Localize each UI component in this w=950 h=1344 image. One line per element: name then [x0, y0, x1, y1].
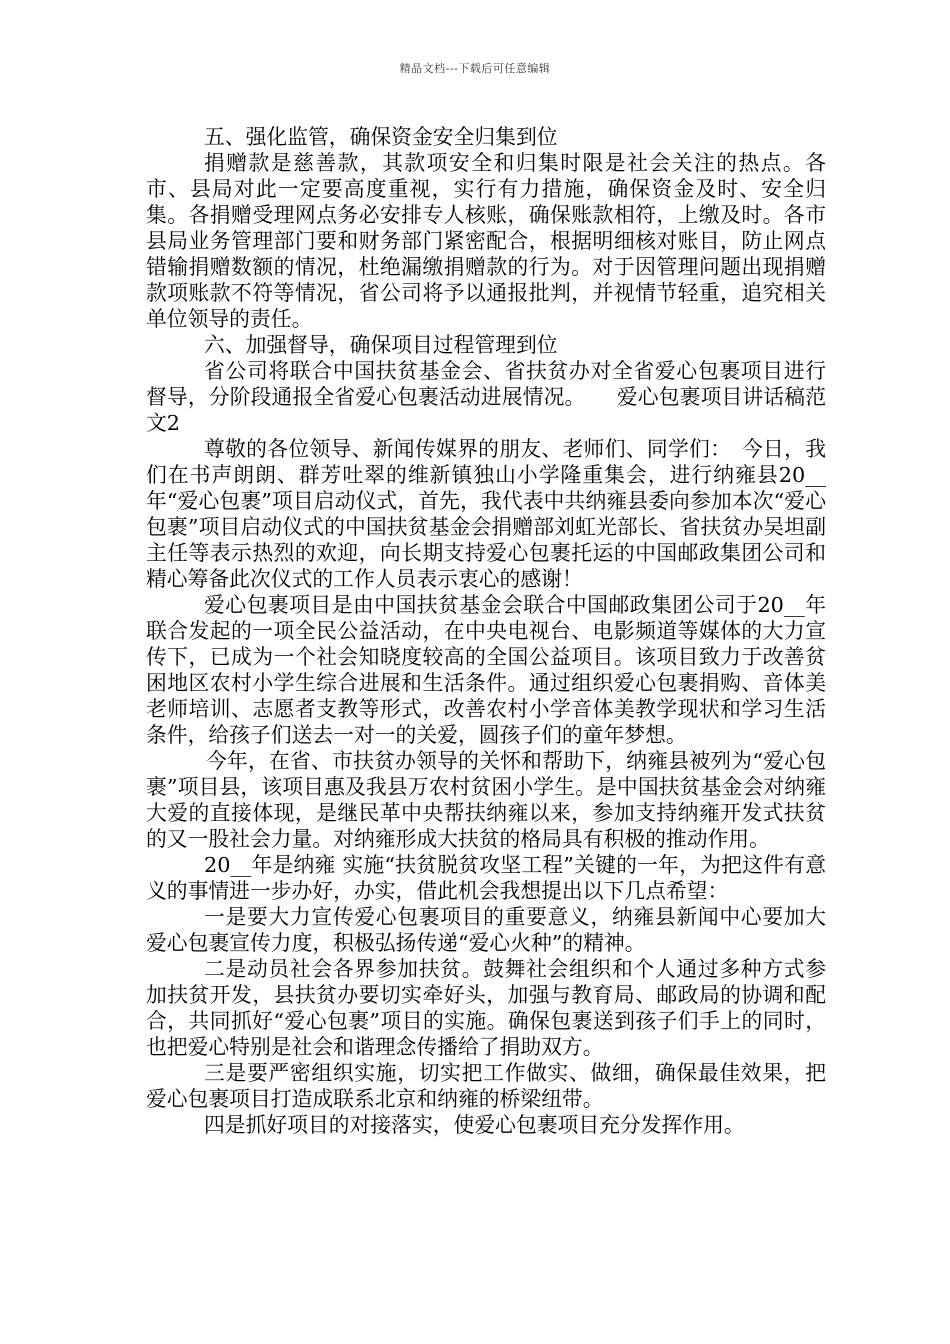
paragraph: 二是动员社会各界参加扶贫。鼓舞社会组织和个人通过多种方式参加扶贫开发，县扶贫办要切实牵好头，加强与教育局、邮政局的协调和配合，共同抓好“爱心包裹”项目的实施。确保包裹送到孩子们手上的同时，也把爱心特别是社会和谐理念传播给了捐助双方。 [146, 957, 826, 1059]
paragraph: 爱心包裹项目是由中国扶贫基金会联合中国邮政集团公司于20__年联合发起的一项全民公益活动，在中央电视台、电影频道等媒体的大力宣传下，已成为一个社会知晓度较高的全国公益项目。该项目致力于改善贫困地区农村小学生综合进展和生活条件。通过组织爱心包裹捐购、音体美老师培训、志愿者支教等形式，改善农村小学音体美教学现状和学习生活条件，给孩子们送去一对一的关爱，圆孩子们的童年梦想。 [146, 593, 826, 747]
page-header: 精品文档---下载后可任意编辑 [399, 62, 551, 75]
section-heading-5: 五、强化监管，确保资金安全归集到位 [204, 125, 558, 149]
section-heading-6: 六、加强督导，确保项目过程管理到位 [204, 333, 558, 357]
paragraph: 一是要大力宣传爱心包裹项目的重要意义，纳雍县新闻中心要加大爱心包裹宣传力度，积极弘扬传递“爱心火种”的精神。 [146, 905, 826, 955]
paragraph: 省公司将联合中国扶贫基金会、省扶贫办对全省爱心包裹项目进行督导，分阶段通报全省爱心包裹活动进展情况。 爱心包裹项目讲话稿范文2 [146, 359, 826, 435]
paragraph: 捐赠款是慈善款，其款项安全和归集时限是社会关注的热点。各市、县局对此一定要高度重视，实行有力措施，确保资金及时、安全归集。各捐赠受理网点务必安排专人核账，确保账款相符，上缴及时。各市县局业务管理部门要和财务部门紧密配合，根据明细核对账目，防止网点错输捐赠数额的情况，杜绝漏缴捐赠款的行为。对于因管理问题出现捐赠款项账款不符等情况，省公司将予以通报批判，并视情节轻重，追究相关单位领导的责任。 [146, 151, 826, 331]
paragraph: 20__年是纳雍 实施“扶贫脱贫攻坚工程”关键的一年，为把这件有意义的事情进一步办好，办实，借此机会我想提出以下几点希望： [146, 853, 826, 903]
paragraph: 三是要严密组织实施，切实把工作做实、做细，确保最佳效果，把爱心包裹项目打造成联系北京和纳雍的桥梁纽带。 [146, 1061, 826, 1111]
document-body [146, 124, 826, 1138]
paragraph: 尊敬的各位领导、新闻传媒界的朋友、老师们、同学们： 今日，我们在书声朗朗、群芳吐翠的维新镇独山小学隆重集会，进行纳雍县20__年“爱心包裹”项目启动仪式，首先，我代表中共纳雍县委向参加本次“爱心包裹”项目启动仪式的中国扶贫基金会捐赠部刘虹光部长、省扶贫办吴坦副主任等表示热烈的欢迎，向长期支持爱心包裹托运的中国邮政集团公司和精心筹备此次仪式的工作人员表示衷心的感谢！ [146, 437, 826, 591]
paragraph: 今年，在省、市扶贫办领导的关怀和帮助下，纳雍县被列为“爱心包裹”项目县，该项目惠及我县万农村贫困小学生。是中国扶贫基金会对纳雍大爱的直接体现，是继民革中央帮扶纳雍以来，参加支持纳雍开发式扶贫的又一股社会力量。对纳雍形成大扶贫的格局具有积极的推动作用。 [146, 749, 826, 851]
paragraph: 四是抓好项目的对接落实，使爱心包裹项目充分发挥作用。 [204, 1113, 745, 1137]
